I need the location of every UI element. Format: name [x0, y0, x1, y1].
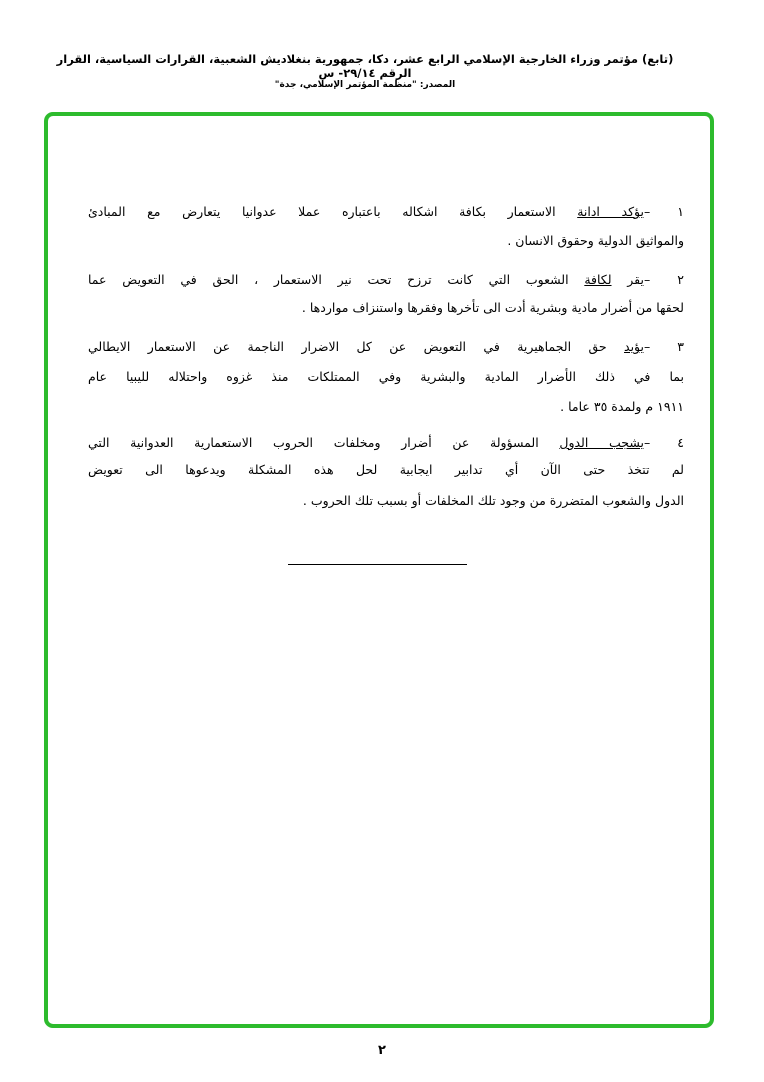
page-frame — [44, 112, 714, 1028]
paragraph-4-line-3: الدول والشعوب المتضررة من وجود تلك المخلفات أو بسبب تلك الحروب . — [302, 493, 684, 508]
paragraph-4-line-2: لم تتخذ حتى الآن أي تدابير ايجابية لحل هذه المشكلة ويدعوها الى تعويض — [88, 462, 684, 477]
paragraph-4-line-1: ٤ –يشجب الدول المسؤولة عن أضرار ومخلفات الحروب الاستعمارية العدوانية التي — [88, 435, 684, 450]
end-rule-divider — [288, 564, 467, 565]
paragraph-3-line-1: ٣ –يؤيد حق الجماهيرية في التعويض عن كل الاضرار الناجمة عن الاستعمار الايطالي — [88, 339, 684, 354]
underlined-keyword: لكافة — [584, 272, 612, 287]
underlined-keyword: يشجب الدول — [559, 435, 644, 450]
underlined-keyword: يؤيد — [624, 339, 644, 354]
paragraph-2-line-1: ٢ –يقر لكافة الشعوب التي كانت ترزح تحت نير الاستعمار ، الحق في التعويض عما — [88, 272, 684, 287]
paragraph-3-line-3: ١٩١١ م ولمدة ٣٥ عاما . — [560, 399, 684, 414]
document-source: المصدر: "منظمة المؤتمر الإسلامي، جدة" — [274, 80, 456, 90]
paragraph-1-line-2: والمواثيق الدولية وحقوق الانسان . — [507, 233, 684, 248]
underlined-keyword: يؤكد ادانة — [577, 204, 644, 219]
page-number: ٢ — [378, 1043, 386, 1058]
paragraph-2-line-2: لحقها من أضرار مادية وبشرية أدت الى تأخرها وفقرها واستنزاف مواردها . — [301, 300, 684, 315]
paragraph-1-line-1: ١ –يؤكد ادانة الاستعمار بكافة اشكاله باعتباره عملا عدوانيا يتعارض مع المبادئ — [88, 204, 684, 219]
paragraph-3-line-2: بما في ذلك الأضرار المادية والبشرية وفي الممتلكات منذ غزوه واحتلاله لليبيا عام — [88, 369, 684, 384]
document-title: (تابع) مؤتمر وزراء الخارجية الإسلامي الرابع عشر، دكا، جمهورية بنغلاديش الشعبية، القرارات السياسية، القرار الرقم ٢٩/١٤- س — [56, 52, 674, 80]
